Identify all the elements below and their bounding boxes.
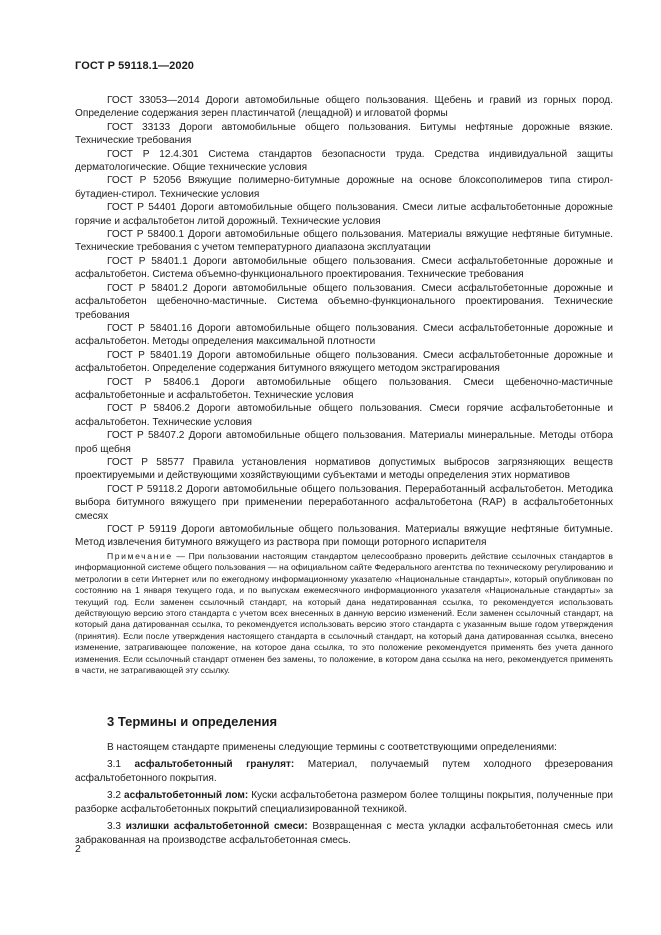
term-entry: [75, 820, 613, 848]
term-name: асфальтобетонный гранулят:: [134, 759, 295, 770]
reference-item: ГОСТ Р 12.4.301 Система стандартов безопасности труда. Средства индивидуальной защиты дерматологические. Общие технические условия: [75, 148, 613, 174]
term-definition: Куски асфальтобетона размером более толщины покрытия, полученные при разборке асфальтобетонных покрытий специализированной техникой.: [75, 790, 613, 815]
reference-item: ГОСТ Р 59118.2 Дороги автомобильные общего пользования. Переработанный асфальтобетон. Методика выбора битумного вяжущего при применении переработанного асфальтобетона (RAP) в асфальтобетонных смесях: [75, 483, 613, 522]
reference-item: ГОСТ 33133 Дороги автомобильные общего пользования. Битумы нефтяные дорожные вязкие. Технические требования: [75, 121, 613, 147]
reference-item: ГОСТ Р 59119 Дороги автомобильные общего пользования. Материалы вяжущие нефтяные битумные. Метод извлечения битумного вяжущего из раствора при помощи роторного испарителя: [75, 524, 613, 549]
reference-item: ГОСТ Р 58400.1 Дороги автомобильные общего пользования. Материалы вяжущие нефтяные битумные. Технические требования с учетом температурного диапазона эксплуатации: [75, 229, 613, 254]
note: [75, 551, 613, 676]
reference-item: ГОСТ 33053—2014 Дороги автомобильные общего пользования. Щебень и гравий из горных пород. Определение содержания зерен пластинчатой (лещадной) и игловатой формы: [75, 95, 613, 120]
term-entry: [75, 789, 613, 817]
term-number: 3.2: [107, 790, 122, 801]
reference-item: ГОСТ Р 58406.2 Дороги автомобильные общего пользования. Смеси горячие асфальтобетонные и асфальтобетон. Технические условия: [75, 403, 613, 428]
terms-section: [75, 741, 613, 851]
reference-item: ГОСТ Р 58401.1 Дороги автомобильные общего пользования. Смеси асфальтобетонные дорожные и асфальтобетон. Система объемно-функционального проектирования. Технические требования: [75, 255, 613, 281]
section-intro: В настоящем стандарте применены следующие термины с соответствующими определениями:: [107, 742, 557, 753]
reference-item: ГОСТ Р 58401.2 Дороги автомобильные общего пользования. Смеси асфальтобетонные дорожные и асфальтобетон щебеночно-мастичные. Система объемно-функционального проектирования. Технические требования: [75, 282, 613, 321]
note-label: Примечание: [107, 551, 173, 561]
page-number: 2: [75, 843, 81, 855]
reference-item: ГОСТ Р 58401.16 Дороги автомобильные общего пользования. Смеси асфальтобетонные дорожные и асфальтобетон. Методы определения максимальной плотности: [75, 322, 613, 348]
reference-item: ГОСТ Р 54401 Дороги автомобильные общего пользования. Смеси литые асфальтобетонные дорожные горячие и асфальтобетон литой дорожный. Технические условия: [75, 202, 613, 227]
term-entry: [75, 758, 613, 786]
term-definition: Материал, получаемый путем холодного фрезерования асфальтобетонного покрытия.: [75, 759, 613, 784]
term-name: асфальтобетонный лом:: [124, 790, 249, 801]
term-number: 3.3: [107, 821, 122, 832]
section-title: 3 Термины и определения: [107, 714, 278, 729]
reference-item: ГОСТ Р 58406.1 Дороги автомобильные общего пользования. Смеси щебеночно-мастичные асфальтобетонные и асфальтобетон. Технические условия: [75, 376, 613, 401]
document-header: ГОСТ Р 59118.1—2020: [75, 60, 195, 72]
term-number: 3.1: [107, 759, 122, 770]
reference-item: ГОСТ Р 58407.2 Дороги автомобильные общего пользования. Материалы минеральные. Методы отбора проб щебня: [75, 430, 613, 455]
note-text: — При пользовании настоящим стандартом целесообразно проверить действие ссылочных стандартов в информационной системе общего пользования — на официальном сайте Федерального агентства по техническому регулированию и метрологии в сети Интернет или по ежегодному информационному указателю «Национальные стандарты», который опубликован по состоянию на 1 января текущего года, и по выпускам ежемесячного информационного указателя «Национальные стандарты» за текущий год. Если заменен ссылочный стандарт, на который дана недатированная ссылка, то рекомендуется использовать действующую версию этого стандарта с учетом всех внесенных в данную версию изменений. Если заменен ссылочный стандарт, на который дана датированная ссылка, то рекомендуется использовать версию этого стандарта с указанным выше годом утверждения (принятия). Если после утверждения настоящего стандарта в ссылочный стандарт, на который дана датированная ссылка, внесено изменение, затрагивающее положение, на которое дана ссылка, то это положение рекомендуется применять без учета данного изменения. Если ссылочный стандарт отменен без замены, то положение, в котором дана ссылка на него, рекомендуется применять в части, не затрагивающей эту ссылку.: [75, 551, 613, 676]
term-definition: Возвращенная с места укладки асфальтобетонная смесь или забракованная на производстве асфальтобетонная смесь.: [75, 821, 613, 846]
reference-item: ГОСТ Р 58577 Правила установления нормативов допустимых выбросов загрязняющих веществ проектируемыми и действующими хозяйствующими субъектами и методы определения этих нормативов: [75, 456, 613, 482]
reference-item: ГОСТ Р 58401.19 Дороги автомобильные общего пользования. Смеси асфальтобетонные дорожные и асфальтобетон. Определение содержания битумного вяжущего методом экстрагирования: [75, 349, 613, 375]
reference-item: ГОСТ Р 52056 Вяжущие полимерно-битумные дорожные на основе блоксополимеров типа стирол-бутадиен-стирол. Технические условия: [75, 175, 613, 200]
normative-references: [75, 94, 613, 550]
term-name: излишки асфальтобетонной смеси:: [125, 821, 308, 832]
